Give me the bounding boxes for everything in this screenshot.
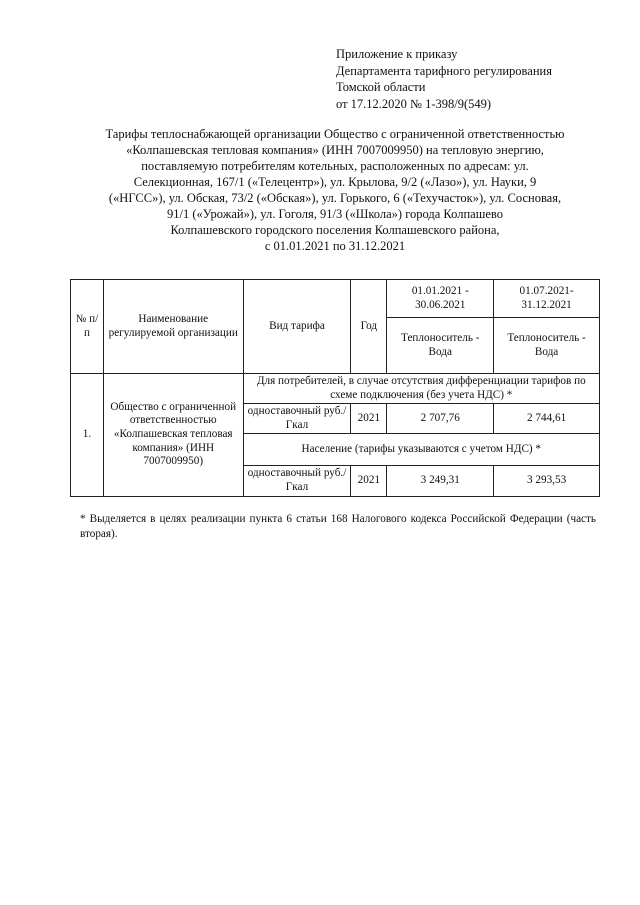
table-header-row — [71, 280, 600, 318]
header-year: Год — [351, 280, 387, 374]
title-line: Селекционная, 167/1 («Телецентр»), ул. Крылова, 9/2 («Лазо»), ул. Науки, 9 — [133, 175, 537, 189]
title-line: Тарифы теплоснабжающей организации Общество с ограниченной ответственностью — [105, 127, 565, 141]
group-1-tariff-type: одноставочный руб./Гкал — [243, 404, 351, 434]
appendix-line: Томской области — [336, 80, 426, 94]
title-line: поставляемую потребителям котельных, расположенных по адресам: ул. — [141, 159, 529, 173]
row-num: 1. — [71, 374, 104, 497]
header-num: № п/п — [71, 280, 104, 374]
appendix-block — [336, 46, 552, 112]
tariff-table — [70, 279, 600, 497]
appendix-line: Департамента тарифного регулирования — [336, 63, 552, 78]
row-org: Общество с ограниченной ответственностью «Колпашевская тепловая компания» (ИНН 7007009950) — [103, 374, 243, 497]
header-carrier-2: Теплоноситель - Вода — [494, 318, 600, 374]
table-row — [71, 374, 600, 404]
header-tariff-type: Вид тарифа — [243, 280, 351, 374]
header-org: Наименование регулируемой организации — [103, 280, 243, 374]
group-2-label: Население (тарифы указываются с учетом НДС) * — [243, 434, 599, 466]
title-line: «Колпашевская тепловая компания» (ИНН 7007009950) на тепловую энергию, — [126, 143, 544, 157]
appendix-line: Приложение к приказу — [336, 47, 458, 61]
group-2-value-1: 3 249,31 — [387, 466, 494, 496]
group-2-value-2: 3 293,53 — [494, 466, 600, 496]
title-line: 91/1 («Урожай»), ул. Гоголя, 91/3 («Школа») города Колпашево — [167, 207, 503, 221]
header-period-1: 01.01.2021 - 30.06.2021 — [387, 280, 494, 318]
group-1-value-1: 2 707,76 — [387, 404, 494, 434]
group-1-value-2: 2 744,61 — [494, 404, 600, 434]
group-2-tariff-type: одноставочный руб./Гкал — [243, 466, 351, 496]
group-1-label: Для потребителей, в случае отсутствия дифференциации тарифов по схеме подключения (без учета НДС) * — [243, 374, 599, 404]
title-line: («НГСС»), ул. Обская, 73/2 («Обская»), ул. Горького, 6 («Техучасток»), ул. Сосновая, — [108, 191, 562, 205]
header-period-2: 01.07.2021- 31.12.2021 — [494, 280, 600, 318]
group-2-year: 2021 — [351, 466, 387, 496]
group-1-year: 2021 — [351, 404, 387, 434]
appendix-date-line: от 17.12.2020 № 1-398/9(549) — [336, 96, 492, 111]
title-line: Колпашевского городского поселения Колпашевского района, — [170, 223, 500, 237]
footnote: * Выделяется в целях реализации пункта 6 статьи 168 Налогового кодекса Российской Федерации (часть вторая). — [80, 513, 596, 540]
title-line: с 01.01.2021 по 31.12.2021 — [264, 239, 406, 253]
document-title — [70, 126, 600, 254]
header-carrier-1: Теплоноситель - Вода — [387, 318, 494, 374]
